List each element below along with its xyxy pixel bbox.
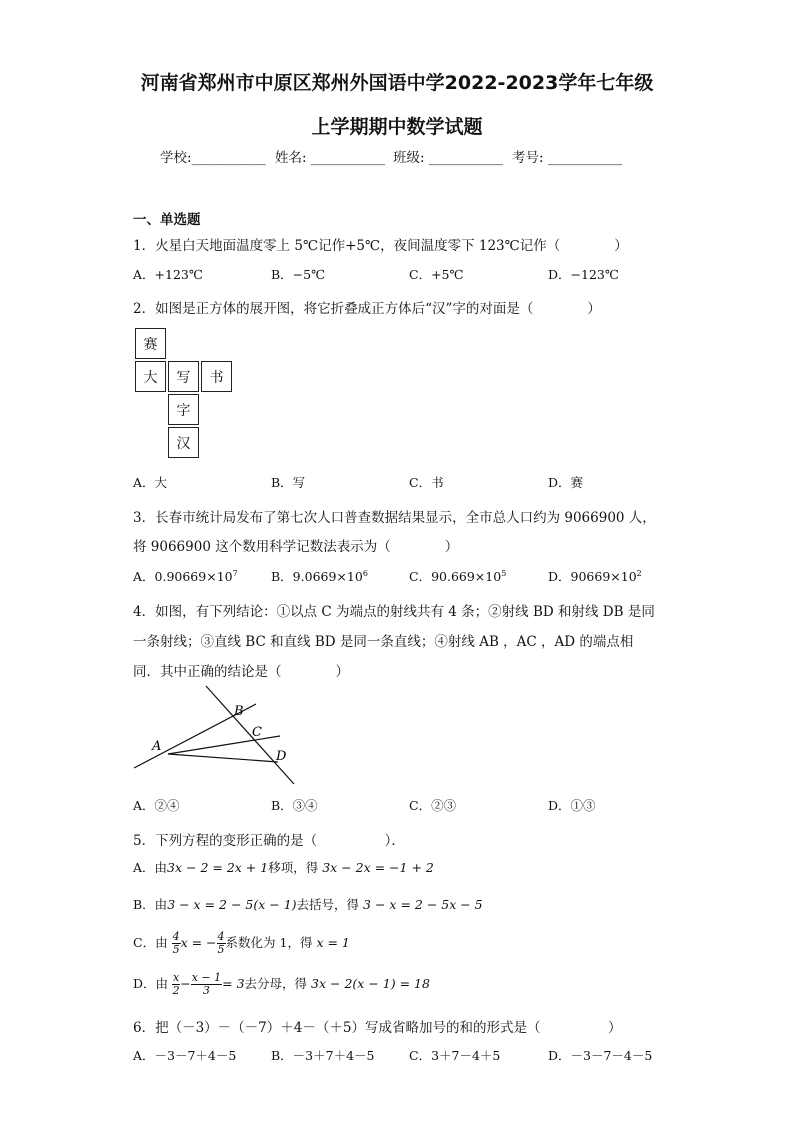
q4-option-a[interactable]: A．②④ [133, 798, 180, 813]
q6-option-c[interactable]: C．3＋7－4＋5 [409, 1048, 501, 1063]
point-d-label: D [276, 749, 287, 764]
ray-a-c [168, 736, 280, 754]
q5-option-a[interactable]: A．由3x − 2 = 2x + 1移项，得 3x − 2x = −1 + 2 [133, 860, 434, 875]
point-c-label: C [252, 725, 262, 740]
number-field[interactable]: 考号: ___________ [512, 150, 623, 166]
name-field[interactable]: 姓名: ___________ [275, 150, 386, 166]
question-4-stem-line3: 同．其中正确的结论是（ ） [133, 664, 349, 680]
question-6-stem: 6．把（－3）－（－7）＋4－（＋5）写成省略加号的和的形式是（ ） [133, 1020, 622, 1036]
question-4-stem-line1: 4．如图，有下列结论：①以点 C 为端点的射线共有 4 条；②射线 BD 和射线 DB 是同 [133, 604, 655, 620]
class-field[interactable]: 班级: ___________ [393, 150, 504, 166]
q2-option-c[interactable]: C．书 [409, 475, 444, 490]
q2-option-b[interactable]: B．写 [271, 475, 306, 490]
q5-option-d[interactable]: D．由 $\frac{x}{2}$ − $\frac{x - 1}{3}$ = 3去分母，得 3x − 2(x − 1) = 18 [133, 971, 430, 997]
section-heading: 一、单选题 [133, 212, 201, 228]
q4-option-c[interactable]: C．②③ [409, 798, 457, 813]
q3-option-c[interactable]: C．$90.669\times 10^5$ [409, 568, 507, 584]
q6-option-a[interactable]: A．－3－7＋4－5 [133, 1048, 237, 1063]
question-3-stem-line2: 将 9066900 这个数用科学记数法表示为（ ） [133, 539, 459, 555]
net-cell-han: 汉 [168, 427, 199, 458]
net-cell-xie: 写 [168, 361, 199, 392]
q4-option-d[interactable]: D．①③ [548, 798, 596, 813]
question-2-stem: 2．如图是正方体的展开图，将它折叠成正方体后“汉”字的对面是（ ） [133, 301, 601, 317]
q5-option-c[interactable]: C．由 $\frac{4}{5}$ x = − $\frac{4}{5}$ 系数化为 1，得 x = 1 [133, 930, 350, 956]
q6-option-d[interactable]: D．－3－7－4－5 [548, 1048, 653, 1063]
q5-option-b[interactable]: B．由3 − x = 2 − 5(x − 1)去括号，得 3 − x = 2 − 5x − 5 [133, 897, 483, 912]
q1-option-c[interactable]: C．+5℃ [409, 267, 464, 282]
net-cell-shu: 书 [201, 361, 232, 392]
school-field[interactable]: 学校:___________ [160, 150, 266, 166]
q3-option-b[interactable]: B．$9.0669\times 10^6$ [271, 568, 368, 584]
net-cell-zi: 字 [168, 394, 199, 425]
net-cell-sai: 赛 [135, 328, 166, 359]
rays-figure [128, 684, 308, 789]
line-b-c-d [206, 686, 294, 784]
q1-option-b[interactable]: B．−5℃ [271, 267, 326, 282]
ray-a-d [168, 754, 278, 762]
q6-option-b[interactable]: B．－3＋7＋4－5 [271, 1048, 375, 1063]
question-5-stem: 5．下列方程的变形正确的是（ ）． [133, 833, 405, 849]
question-1-stem: 1．火星白天地面温度零上 5℃记作+5℃，夜间温度零下 123℃记作（ ） [133, 238, 628, 254]
page-title-line2: 上学期期中数学试题 [311, 116, 483, 138]
page-title-line1: 河南省郑州市中原区郑州外国语中学2022-2023学年七年级 [140, 72, 654, 94]
net-cell-da: 大 [135, 361, 166, 392]
q1-option-a[interactable]: A．+123℃ [133, 267, 203, 282]
point-a-label: A [152, 739, 162, 754]
question-3-stem-line1: 3．长春市统计局发布了第七次人口普查数据结果显示，全市总人口约为 9066900 人， [133, 510, 656, 526]
point-b-label: B [234, 704, 244, 719]
q4-option-b[interactable]: B．③④ [271, 798, 318, 813]
q3-option-a[interactable]: A．$0.90669\times 10^7$ [133, 568, 238, 584]
q3-option-d[interactable]: D．$90669\times 10^2$ [548, 568, 642, 584]
question-4-stem-line2: 一条射线；③直线 BC 和直线 BD 是同一条直线；④射线 AB ，AC ，AD 的端点相 [133, 634, 634, 650]
q2-option-d[interactable]: D．赛 [548, 475, 584, 490]
q2-option-a[interactable]: A．大 [133, 475, 168, 490]
q1-option-d[interactable]: D．−123℃ [548, 267, 619, 282]
